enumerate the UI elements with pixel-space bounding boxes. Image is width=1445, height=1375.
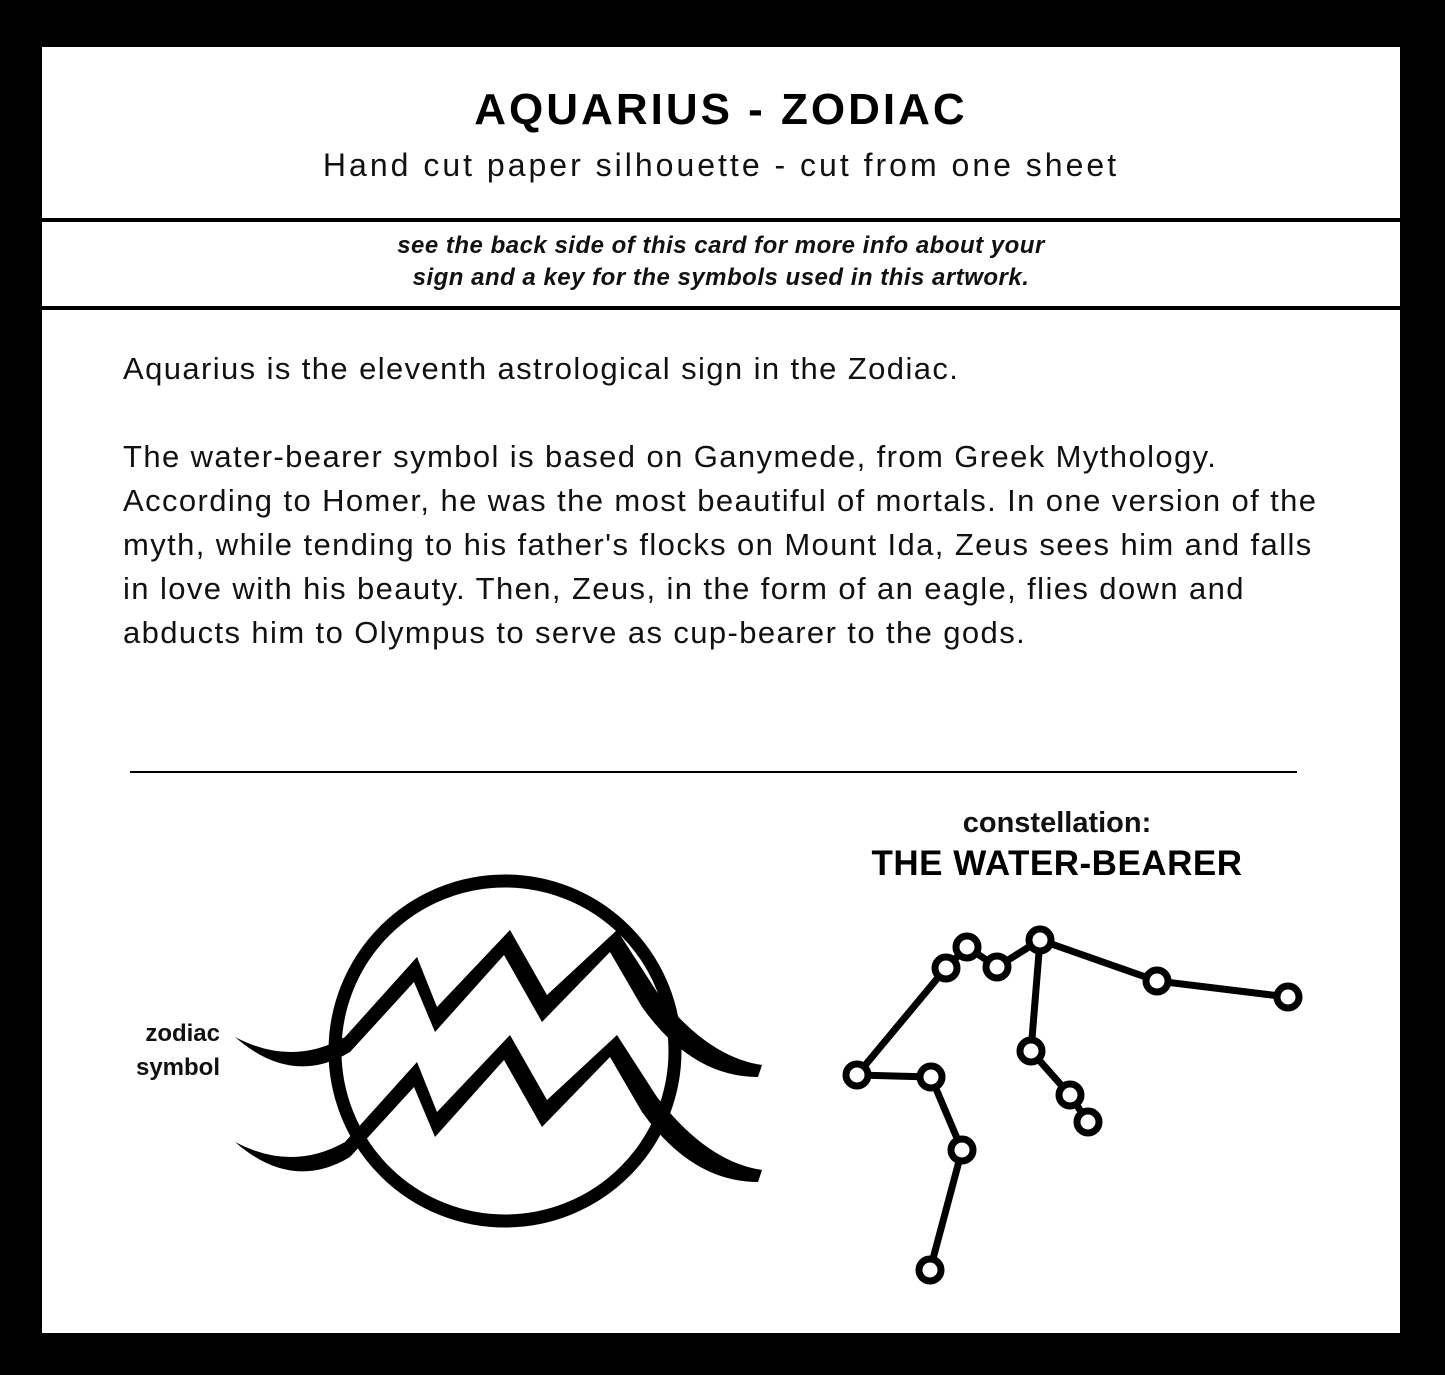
water-bearer-constellation-icon — [846, 929, 1299, 1281]
info-card — [42, 47, 1400, 1333]
note-line-1: see the back side of this card for more info about your — [397, 232, 1045, 259]
card-title: AQUARIUS - ZODIAC — [474, 85, 968, 134]
aquarius-glyph-icon — [235, 881, 762, 1221]
artwork-layer — [42, 47, 1400, 1333]
intro-paragraph: Aquarius is the eleventh astrological sign in the Zodiac. — [123, 351, 960, 386]
card-subtitle: Hand cut paper silhouette - cut from one sheet — [322, 147, 1120, 183]
zodiac-label-line-1: zodiac — [145, 1020, 220, 1047]
zodiac-label-line-2: symbol — [135, 1054, 220, 1081]
story-paragraph: The water-bearer symbol is based on Ganymede, from Greek Mythology. According to Homer, he was the most beautiful of mortals. In one version of the myth, while tending to his father's flocks on Mount Ida, Zeus sees him and falls in love with his beauty. Then, Zeus, in the form of an eagle, flies down and abducts him to Olympus to serve as cup-bearer to the gods. — [123, 439, 1318, 650]
constellation-name: THE WATER-BEARER — [871, 844, 1243, 883]
constellation-label: constellation: — [962, 807, 1152, 839]
note-line-2: sign and a key for the symbols used in this artwork. — [412, 264, 1030, 291]
